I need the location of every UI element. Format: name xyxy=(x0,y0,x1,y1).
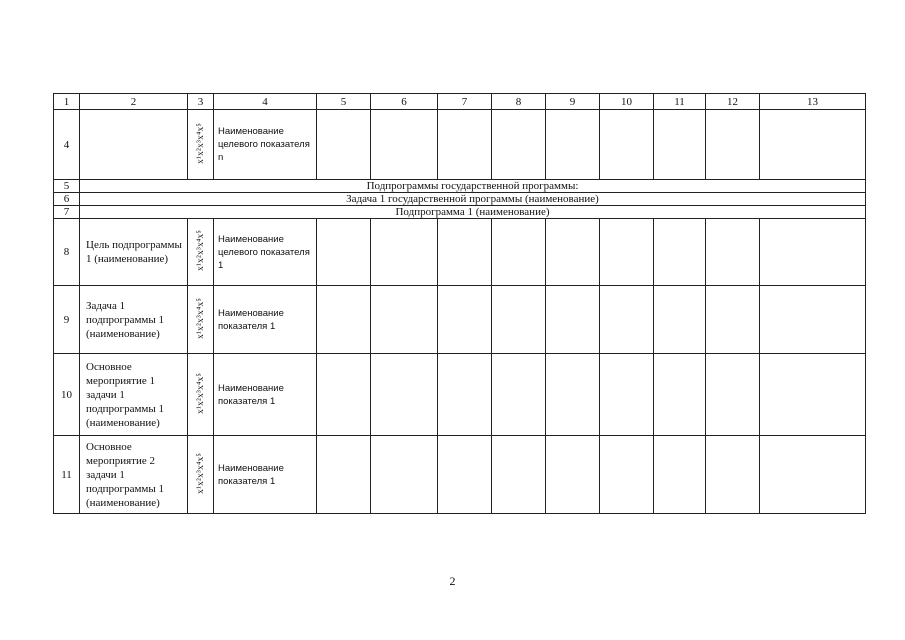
table-row xyxy=(54,219,866,286)
indicator-name: Наименование показателя 1 xyxy=(214,354,317,436)
header-cell: 7 xyxy=(438,94,492,110)
empty-cell xyxy=(654,286,706,354)
table-row xyxy=(54,286,866,354)
empty-cell xyxy=(706,219,760,286)
empty-cell xyxy=(492,354,546,436)
empty-cell xyxy=(492,110,546,180)
section-title: Подпрограммы государственной программы: xyxy=(80,180,866,193)
empty-cell xyxy=(371,110,438,180)
header-row xyxy=(54,94,866,110)
empty-cell xyxy=(654,354,706,436)
empty-cell xyxy=(371,219,438,286)
row-number: 9 xyxy=(54,286,80,354)
table-row xyxy=(54,110,866,180)
empty-cell xyxy=(546,286,600,354)
empty-cell xyxy=(654,436,706,514)
row-number: 4 xyxy=(54,110,80,180)
empty-cell xyxy=(600,110,654,180)
empty-cell xyxy=(546,110,600,180)
row-number: 8 xyxy=(54,219,80,286)
empty-cell xyxy=(760,354,866,436)
header-cell: 4 xyxy=(214,94,317,110)
empty-cell xyxy=(760,286,866,354)
indicator-name: Наименование целевого показателя 1 xyxy=(214,219,317,286)
header-cell: 1 xyxy=(54,94,80,110)
header-cell: 10 xyxy=(600,94,654,110)
empty-cell xyxy=(706,286,760,354)
row-number: 5 xyxy=(54,180,80,193)
empty-cell xyxy=(438,286,492,354)
header-cell: 12 xyxy=(706,94,760,110)
page-number: 2 xyxy=(449,574,456,588)
header-cell: 3 xyxy=(188,94,214,110)
empty-cell xyxy=(317,354,371,436)
empty-cell xyxy=(317,219,371,286)
row-number: 10 xyxy=(54,354,80,436)
years-label: x¹x²x³x⁴x⁵ xyxy=(195,452,206,494)
empty-cell xyxy=(654,219,706,286)
empty-cell xyxy=(760,436,866,514)
empty-cell xyxy=(600,219,654,286)
empty-cell xyxy=(492,286,546,354)
row-number: 11 xyxy=(54,436,80,514)
row-name: Цель подпрограммы 1 (наименование) xyxy=(80,219,188,286)
row-name: Основное мероприятие 2 задачи 1 подпрограммы 1 (наименование) xyxy=(80,436,188,514)
section-title: Задача 1 государственной программы (наименование) xyxy=(80,193,866,206)
table-row xyxy=(54,354,866,436)
empty-cell xyxy=(654,110,706,180)
empty-cell xyxy=(760,110,866,180)
row-name: Задача 1 подпрограммы 1 (наименование) xyxy=(80,286,188,354)
empty-cell xyxy=(317,286,371,354)
section-row xyxy=(54,206,866,219)
row-number: 7 xyxy=(54,206,80,219)
empty-cell xyxy=(600,436,654,514)
indicator-name: Наименование показателя 1 xyxy=(214,286,317,354)
empty-cell xyxy=(371,354,438,436)
empty-cell xyxy=(438,436,492,514)
years-label: x¹x²x³x⁴x⁵ xyxy=(195,297,206,339)
header-cell: 6 xyxy=(371,94,438,110)
years-label: x¹x²x³x⁴x⁵ xyxy=(195,372,206,414)
empty-cell xyxy=(492,436,546,514)
empty-cell xyxy=(546,436,600,514)
section-row xyxy=(54,180,866,193)
empty-cell xyxy=(371,286,438,354)
empty-cell xyxy=(706,354,760,436)
header-cell: 5 xyxy=(317,94,371,110)
indicator-name: Наименование показателя 1 xyxy=(214,436,317,514)
empty-cell xyxy=(371,436,438,514)
table-row xyxy=(54,436,866,514)
header-cell: 11 xyxy=(654,94,706,110)
empty-cell xyxy=(317,436,371,514)
header-cell: 2 xyxy=(80,94,188,110)
years-cell xyxy=(188,219,214,286)
empty-cell xyxy=(317,110,371,180)
empty-cell xyxy=(600,286,654,354)
header-cell: 8 xyxy=(492,94,546,110)
empty-cell xyxy=(438,110,492,180)
empty-cell xyxy=(760,219,866,286)
empty-cell xyxy=(706,436,760,514)
years-label: x¹x²x³x⁴x⁵ xyxy=(195,230,206,271)
row-number: 6 xyxy=(54,193,80,206)
empty-cell xyxy=(438,219,492,286)
section-title: Подпрограмма 1 (наименование) xyxy=(80,206,866,219)
empty-cell xyxy=(546,219,600,286)
empty-cell xyxy=(438,354,492,436)
row-name xyxy=(80,110,188,180)
years-cell xyxy=(188,286,214,354)
empty-cell xyxy=(492,219,546,286)
empty-cell xyxy=(600,354,654,436)
indicator-name: Наименование целевого показателя n xyxy=(214,110,317,180)
years-cell xyxy=(188,354,214,436)
header-cell: 13 xyxy=(760,94,866,110)
indicators-table xyxy=(53,93,866,514)
header-cell: 9 xyxy=(546,94,600,110)
empty-cell xyxy=(706,110,760,180)
years-label: x¹x²x³x⁴x⁵ xyxy=(195,122,206,164)
years-cell xyxy=(188,436,214,514)
years-cell xyxy=(188,110,214,180)
empty-cell xyxy=(546,354,600,436)
section-row xyxy=(54,193,866,206)
row-name: Основное мероприятие 1 задачи 1 подпрограммы 1 (наименование) xyxy=(80,354,188,436)
